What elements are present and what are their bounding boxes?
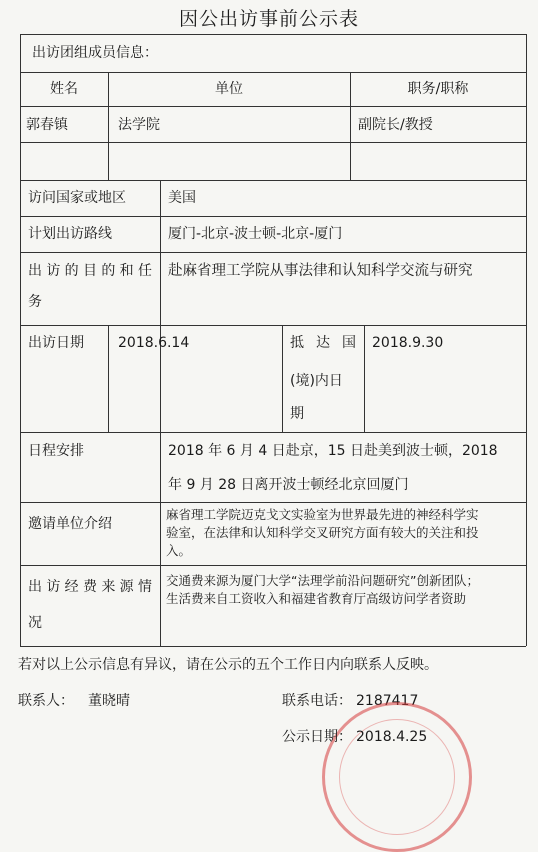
table-column-rule [160,180,161,646]
schedule-line: 2018 年 6 月 4 日赴京，15 日赴美到波士顿，2018 [168,443,498,459]
table-rule [20,180,526,181]
member-unit: 法学院 [118,117,160,133]
inviter-line: 麻省理工学院迈克戈文实验室为世界最先进的神经科学实 [166,507,479,522]
phone-value: 2187417 [356,693,419,709]
table-border-top [20,34,526,35]
inviter-label: 邀请单位介绍 [28,516,112,532]
schedule-label: 日程安排 [28,443,84,459]
table-rule [20,325,526,326]
table-column-rule [282,325,283,432]
table-border-right [526,34,527,646]
destination-label: 访问国家或地区 [28,190,126,206]
funding-label: 出访经费来源情 [28,579,152,595]
funding-label-cont: 况 [28,615,42,631]
table-border-bottom [20,646,526,647]
inviter-line: 入。 [166,543,192,558]
funding-line: 交通费来源为厦门大学“法理学前沿问题研究”创新团队； [166,573,479,588]
purpose-label: 出访的目的和任 [28,263,152,279]
column-header-unit: 单位 [215,81,243,97]
depart-date-label: 出访日期 [28,335,84,351]
return-date-label: 抵达国 [290,335,356,351]
page-title: 因公出访事前公示表 [178,8,359,30]
official-seal [322,702,472,852]
table-rule [20,106,526,107]
column-header-position: 职务/职称 [407,81,469,97]
table-rule [20,502,526,503]
table-rule [20,142,526,143]
table-column-rule [364,325,365,432]
inviter-line: 验室，在法律和认知科学交叉研究方面有较大的关注和投 [166,525,479,540]
destination-value: 美国 [168,190,196,206]
return-date-label-cont: (境)内日 [290,373,343,389]
schedule-line: 年 9 月 28 日离开波士顿经北京回厦门 [168,477,409,493]
purpose-value: 赴麻省理工学院从事法律和认知科学交流与研究 [168,263,473,279]
members-header: 出访团组成员信息： [32,45,158,61]
notice-date-label: 公示日期： [282,729,352,745]
table-rule [20,565,526,566]
objection-note: 若对以上公示信息有异议，请在公示的五个工作日内向联系人反映。 [18,657,438,673]
phone-label: 联系电话： [282,693,352,709]
member-position: 副院长/教授 [358,117,433,133]
route-value: 厦门-北京-波士顿-北京-厦门 [168,226,343,242]
table-column-rule [108,325,109,432]
table-rule [20,252,526,253]
notice-date-value: 2018.4.25 [356,729,428,745]
contact-label: 联系人： [18,693,74,709]
return-date-label-cont: 期 [290,406,304,422]
depart-date-value: 2018.6.14 [118,335,190,351]
contact-name: 董晓晴 [88,693,130,709]
purpose-label-cont: 务 [28,294,42,310]
table-rule [20,216,526,217]
table-rule [20,72,526,73]
table-rule [20,432,526,433]
route-label: 计划出访路线 [28,226,112,242]
column-header-name: 姓名 [50,81,78,97]
return-date-value: 2018.9.30 [372,335,444,351]
funding-line: 生活费来自工资收入和福建省教育厅高级访问学者资助 [166,591,467,606]
table-border-left [20,34,21,646]
member-name: 郭春镇 [26,117,68,133]
